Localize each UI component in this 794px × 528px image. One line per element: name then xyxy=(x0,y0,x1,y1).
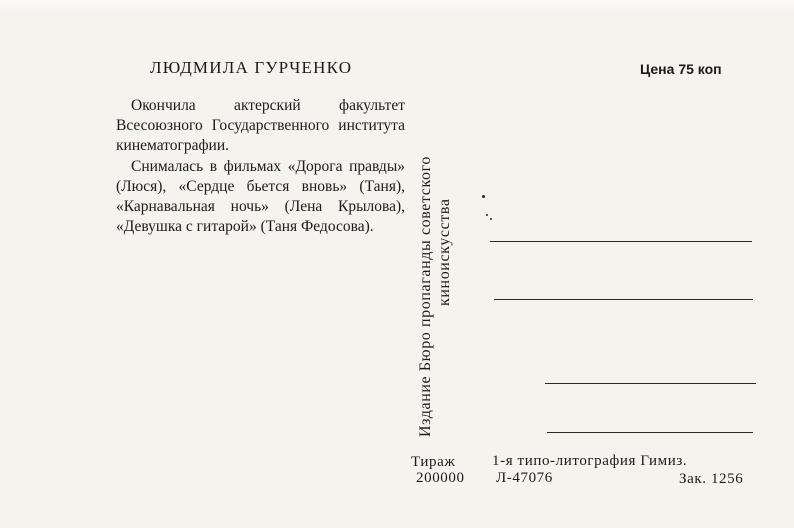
address-line xyxy=(494,299,753,300)
actress-name: ЛЮДМИЛА ГУРЧЕНКО xyxy=(150,58,353,77)
print-run-value: 200000 xyxy=(416,470,465,486)
publisher-line-1: Издание Бюро пропаганды советского xyxy=(417,155,434,437)
print-run-label: Тираж xyxy=(411,454,456,470)
address-line xyxy=(547,432,753,433)
address-line xyxy=(490,241,752,242)
publisher-line-2: киноискусства xyxy=(436,198,453,306)
ink-speck xyxy=(486,214,488,216)
ink-speck xyxy=(490,218,492,220)
biography-filmography: Снималась в фильмах «Дорога правды» (Люся), «Сердце бьется вновь» (Таня), «Карнавальная ночь» (Лена Крылова), «Девушка с гитарой» (Таня Федосова). xyxy=(116,158,405,235)
printer-name: 1-я типо-литография Гимиз. xyxy=(492,453,688,469)
ink-speck xyxy=(482,195,485,198)
biography-education: Окончила актерский факультет Всесоюзного Государственного института кинематографии. xyxy=(116,97,405,154)
address-line xyxy=(545,383,756,384)
license-number: Л-47076 xyxy=(496,470,553,486)
price-label: Цена 75 коп xyxy=(640,61,722,77)
order-number: Зак. 1256 xyxy=(679,471,744,487)
